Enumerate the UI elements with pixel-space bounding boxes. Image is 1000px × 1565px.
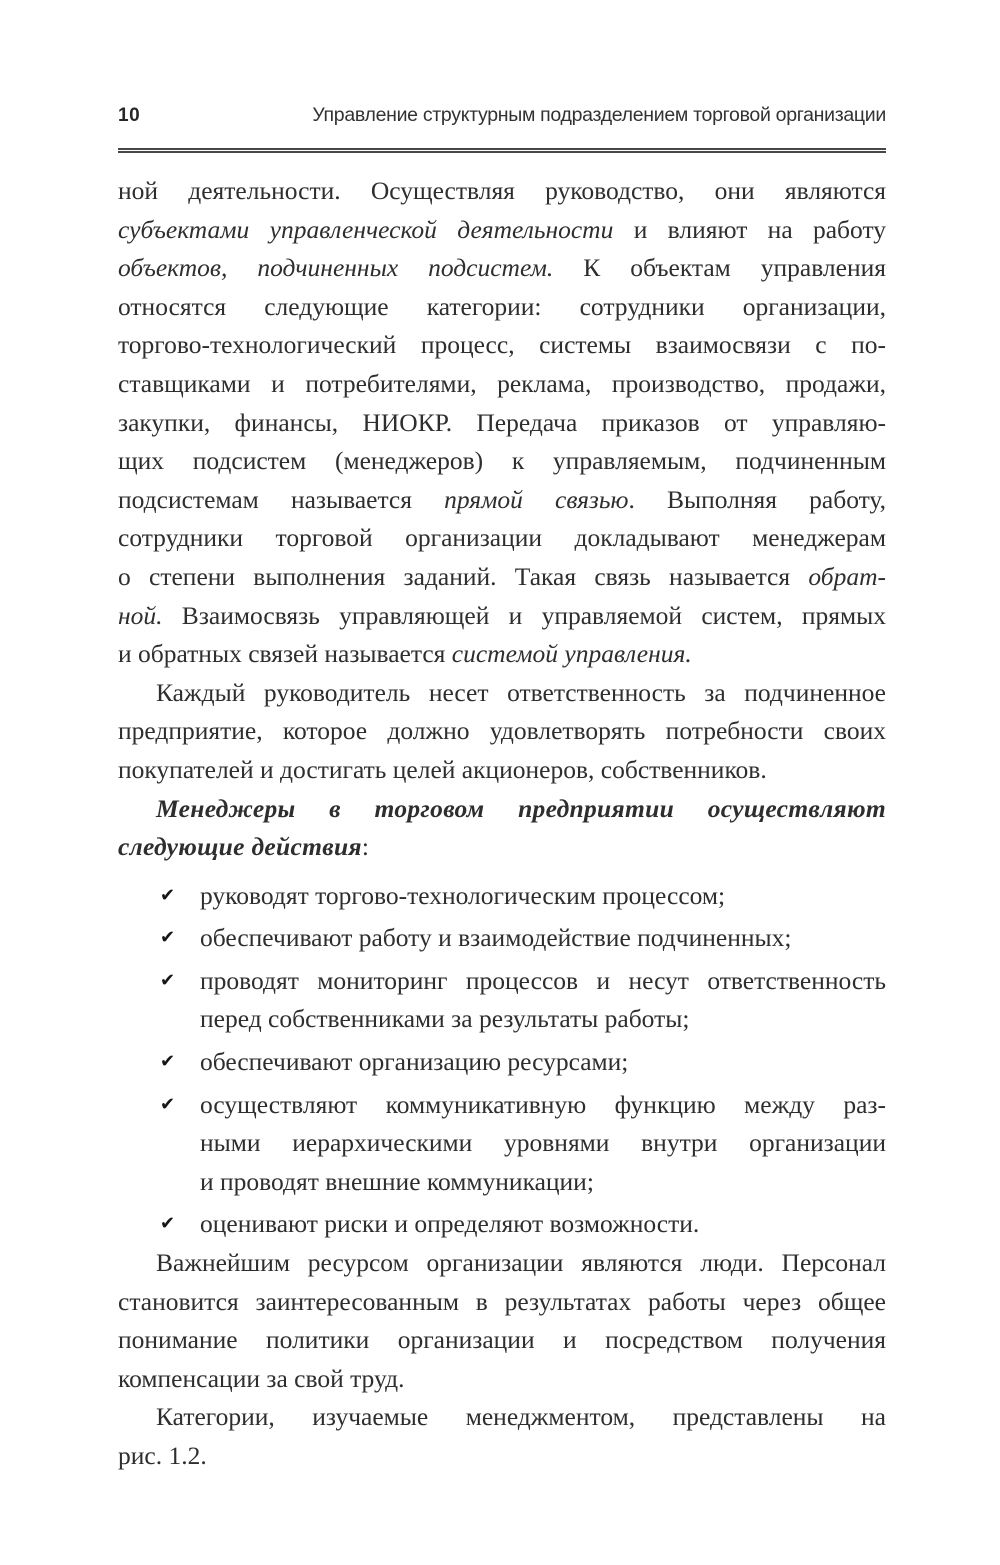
regular-text: . Выполняя работу,	[628, 484, 886, 514]
italic-text: ной.	[118, 600, 163, 630]
text-line	[118, 712, 886, 751]
regular-text: Каждый руководитель несет ответственность за подчиненное	[156, 677, 886, 707]
text-line	[118, 211, 886, 250]
paragraph	[118, 1244, 886, 1398]
text-line	[118, 1124, 886, 1163]
regular-text: :	[361, 832, 369, 862]
paragraph	[118, 1398, 886, 1475]
checklist-item	[118, 877, 886, 916]
regular-text: рис. 1.2.	[118, 1441, 207, 1470]
check-icon: ✔	[160, 1213, 176, 1235]
check-icon: ✔	[160, 927, 176, 949]
document-body	[118, 172, 886, 1476]
regular-text: сотрудники торговой организации докладывают менеджерам	[118, 523, 886, 553]
italic-text: объектов, подчиненных подсистем.	[118, 253, 554, 283]
text-line	[118, 1283, 886, 1322]
regular-text: проводят мониторинг процессов и несут ответственность	[200, 965, 886, 995]
text-line	[118, 1437, 886, 1476]
checklist-item	[118, 919, 886, 958]
regular-text: становится заинтересованным в результатах работы через общее	[118, 1286, 886, 1316]
text-line	[118, 635, 886, 674]
text-line	[118, 828, 886, 867]
check-icon: ✔	[160, 1093, 176, 1115]
checklist-item	[118, 1043, 886, 1082]
regular-text: оценивают риски и определяют возможности.	[200, 1209, 700, 1239]
regular-text: руководят торгово-технологическим процессом;	[200, 880, 726, 910]
regular-text: ными иерархическими уровнями внутри организации	[200, 1128, 886, 1158]
regular-text: ной деятельности. Осуществляя руководство, они являются	[118, 176, 886, 205]
regular-text: и обратных связей называется	[118, 639, 452, 669]
text-line	[118, 1360, 886, 1399]
regular-text: компенсации за свой труд.	[118, 1363, 405, 1393]
text-line	[118, 597, 886, 636]
regular-text: подсистемам называется	[118, 484, 445, 514]
regular-text: Важнейшим ресурсом организации являются люди. Персонал	[156, 1248, 886, 1278]
regular-text: торгово-технологический процесс, системы взаимосвязи с по-	[118, 330, 886, 360]
checklist-item	[118, 962, 886, 1039]
checklist-item	[118, 1086, 886, 1202]
text-line	[118, 288, 886, 327]
regular-text: и влияют на работу	[613, 214, 887, 244]
text-line	[118, 558, 886, 597]
paragraph	[118, 172, 886, 674]
regular-text: щих подсистем (менеджеров) к управляемым, подчиненным	[118, 446, 886, 476]
text-line	[118, 1321, 886, 1360]
text-line	[118, 172, 886, 211]
italic-text: обрат-	[808, 561, 886, 591]
checklist	[118, 877, 886, 1244]
bold-italic-text: Менеджеры в торговом предприятии осуществляют	[156, 793, 886, 823]
text-line	[118, 790, 886, 829]
text-line	[118, 1244, 886, 1283]
paragraph	[118, 790, 886, 867]
check-icon: ✔	[160, 1051, 176, 1073]
text-line	[118, 326, 886, 365]
check-icon: ✔	[160, 884, 176, 906]
italic-text: субъектами управленческой деятельности	[118, 214, 614, 244]
regular-text: и проводят внешние коммуникации;	[200, 1166, 594, 1196]
checklist-item	[118, 1205, 886, 1244]
running-head: Управление структурным подразделением торговой организации	[312, 104, 886, 126]
regular-text: перед собственниками за результаты работы;	[200, 1004, 690, 1034]
paragraph	[118, 674, 886, 790]
text-line	[118, 481, 886, 520]
text-line	[118, 1043, 886, 1082]
bold-italic-text: следующие действия	[118, 832, 362, 862]
italic-text: системой управления.	[451, 639, 692, 669]
text-line	[118, 877, 886, 916]
regular-text: К объектам управления	[553, 253, 886, 283]
text-line	[118, 751, 886, 790]
regular-text: обеспечивают работу и взаимодействие подчиненных;	[200, 923, 792, 953]
text-line	[118, 1000, 886, 1039]
regular-text: обеспечивают организацию ресурсами;	[200, 1047, 629, 1077]
page-header	[118, 104, 886, 127]
text-line	[118, 249, 886, 288]
regular-text: закупки, финансы, НИОКР. Передача приказов от управляю-	[118, 407, 886, 437]
text-line	[118, 1398, 886, 1437]
italic-text: прямой связью	[444, 484, 629, 514]
page-number: 10	[118, 105, 141, 126]
text-line	[118, 962, 886, 1001]
text-line	[118, 1086, 886, 1125]
regular-text: Взаимосвязь управляющей и управляемой систем, прямых	[162, 600, 886, 630]
text-line	[118, 404, 886, 443]
text-line	[118, 1205, 886, 1244]
regular-text: предприятие, которое должно удовлетворять потребности своих	[118, 716, 886, 746]
text-line	[118, 919, 886, 958]
header-rule	[118, 148, 886, 153]
regular-text: понимание политики организации и посредством получения	[118, 1325, 886, 1355]
check-icon: ✔	[160, 969, 176, 991]
text-line	[118, 674, 886, 713]
regular-text: о степени выполнения заданий. Такая связь называется	[118, 561, 809, 591]
text-line	[118, 519, 886, 558]
regular-text: Категории, изучаемые менеджментом, представлены на	[156, 1402, 886, 1432]
text-line	[118, 442, 886, 481]
regular-text: ставщиками и потребителями, реклама, производство, продажи,	[118, 368, 886, 398]
regular-text: осуществляют коммуникативную функцию между раз-	[200, 1089, 886, 1119]
text-line	[118, 365, 886, 404]
text-line	[118, 1163, 886, 1202]
regular-text: относятся следующие категории: сотрудники организации,	[118, 291, 886, 321]
regular-text: покупателей и достигать целей акционеров, собственников.	[118, 754, 767, 784]
